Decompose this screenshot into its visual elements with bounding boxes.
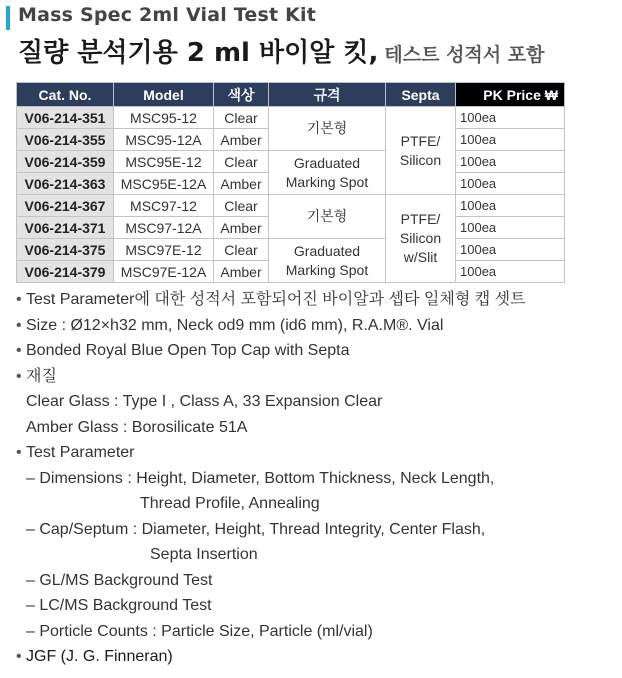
- color-cell: Clear: [214, 239, 269, 261]
- spec-line: Graduated: [293, 242, 361, 259]
- model-cell: MSC97-12: [114, 195, 214, 217]
- color-cell: Clear: [214, 107, 269, 129]
- note-line: [16, 287, 606, 313]
- table-row: [17, 239, 565, 261]
- model-cell: MSC97E-12: [114, 239, 214, 261]
- note-line: [16, 364, 606, 390]
- column-header-pk-price: PK Price ₩: [456, 83, 565, 107]
- cat-no-cell: V06-214-351: [17, 107, 114, 129]
- note-line: – Dimensions : Height, Diameter, Bottom Thickness, Neck Length,: [26, 469, 495, 487]
- column-header-color: 색상: [214, 83, 269, 107]
- manufacturer-text: JGF (J. G. Finneran): [26, 648, 173, 665]
- color-cell: Clear: [214, 151, 269, 173]
- product-notes: [16, 287, 606, 670]
- spec-cell: [269, 151, 386, 195]
- spec-line: Marking Spot: [285, 173, 369, 190]
- spec-cell: [269, 107, 386, 151]
- bullet-icon: •: [16, 342, 22, 359]
- septa-line: PTFE/: [400, 132, 441, 149]
- cat-no-cell: V06-214-367: [17, 195, 114, 217]
- note-line: [16, 338, 606, 364]
- septa-cell: [386, 195, 456, 283]
- column-header-model: Model: [114, 83, 214, 107]
- title-accent-bar: [6, 6, 10, 30]
- bullet-icon: •: [16, 648, 22, 665]
- cat-no-cell: V06-214-371: [17, 217, 114, 239]
- bullet-icon: •: [16, 291, 22, 308]
- note-line: Septa Insertion: [150, 546, 258, 563]
- page-title-english: Mass Spec 2ml Vial Test Kit: [18, 4, 317, 26]
- table-row: [17, 151, 565, 173]
- color-cell: Amber: [214, 261, 269, 283]
- cat-no-cell: V06-214-359: [17, 151, 114, 173]
- spec-line: Graduated: [293, 154, 361, 171]
- model-cell: MSC97E-12A: [114, 261, 214, 283]
- pk-cell: 100ea: [456, 129, 565, 151]
- pk-cell: 100ea: [456, 239, 565, 261]
- note-line: Thread Profile, Annealing: [140, 495, 320, 512]
- page-title-korean: [18, 32, 544, 69]
- color-cell: Amber: [214, 173, 269, 195]
- pk-cell: 100ea: [456, 151, 565, 173]
- bullet-icon: •: [16, 316, 22, 334]
- spec-line: 기본형: [306, 208, 348, 224]
- pk-cell: 100ea: [456, 217, 565, 239]
- note-line: [16, 644, 606, 670]
- column-header-cat-no: Cat. No.: [17, 83, 114, 107]
- note-line: Clear Glass : Type I , Class A, 33 Expansion Clear: [26, 393, 383, 410]
- note-line: – LC/MS Background Test: [26, 597, 212, 614]
- product-table: [16, 82, 565, 283]
- septa-line: PTFE/: [400, 211, 441, 227]
- note-text: 재질: [26, 367, 57, 385]
- note-line: [16, 440, 606, 466]
- septa-line: Silicon: [399, 151, 442, 168]
- note-text: Test Parameter: [26, 444, 135, 461]
- model-cell: MSC95E-12A: [114, 173, 214, 195]
- table-row: [17, 107, 565, 129]
- pk-cell: 100ea: [456, 261, 565, 283]
- cat-no-cell: V06-214-355: [17, 129, 114, 151]
- spec-cell: [269, 239, 386, 283]
- table-row: [17, 195, 565, 217]
- color-cell: Clear: [214, 195, 269, 217]
- note-line: – Cap/Septum : Diameter, Height, Thread Integrity, Center Flash,: [26, 520, 486, 538]
- title-korean-sub: 테스트 성적서 포함: [384, 44, 545, 66]
- note-line: Amber Glass : Borosilicate 51A: [26, 418, 248, 436]
- model-cell: MSC95-12A: [114, 129, 214, 151]
- note-text: Test Parameter에 대한 성적서 포함되어진 바이알과 셉타 일체형 캡 셋트: [26, 291, 526, 308]
- model-cell: MSC97-12A: [114, 217, 214, 239]
- color-cell: Amber: [214, 129, 269, 151]
- note-text: Size : Ø12×h32 mm, Neck od9 mm (id6 mm), R.A.M®. Vial: [26, 316, 444, 334]
- note-line: – Porticle Counts : Particle Size, Particle (ml/vial): [26, 622, 373, 640]
- color-cell: Amber: [214, 217, 269, 239]
- septa-line: w/Slit: [403, 249, 438, 265]
- spec-line: 기본형: [306, 120, 348, 136]
- pk-cell: 100ea: [456, 173, 565, 195]
- cat-no-cell: V06-214-363: [17, 173, 114, 195]
- title-korean-main: 질량 분석기용 2 ml 바이알 킷,: [18, 38, 379, 68]
- septa-cell: [386, 107, 456, 195]
- note-text: Bonded Royal Blue Open Top Cap with Septa: [26, 342, 350, 359]
- septa-line: Silicon: [399, 230, 442, 246]
- bullet-icon: •: [16, 367, 22, 385]
- cat-no-cell: V06-214-379: [17, 261, 114, 283]
- table-header-row: [17, 83, 565, 107]
- column-header-spec: 규격: [269, 83, 386, 107]
- note-line: – GL/MS Background Test: [26, 571, 213, 589]
- spec-line: Marking Spot: [285, 261, 369, 278]
- pk-cell: 100ea: [456, 195, 565, 217]
- bullet-icon: •: [16, 444, 22, 461]
- spec-cell: [269, 195, 386, 239]
- column-header-septa: Septa: [386, 83, 456, 107]
- model-cell: MSC95-12: [114, 107, 214, 129]
- pk-cell: 100ea: [456, 107, 565, 129]
- note-line: [16, 313, 606, 339]
- model-cell: MSC95E-12: [114, 151, 214, 173]
- cat-no-cell: V06-214-375: [17, 239, 114, 261]
